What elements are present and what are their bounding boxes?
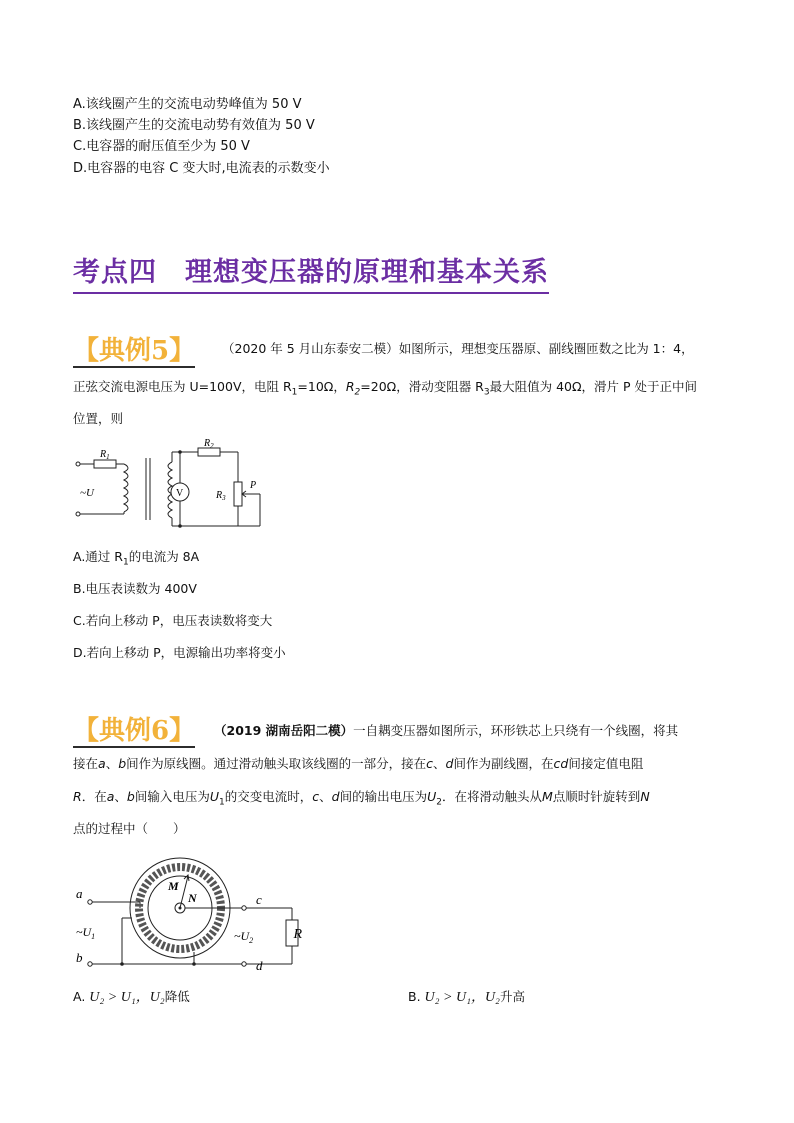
text2d: 最大阻值为 40Ω，滑片 P 处于正中间 — [489, 379, 698, 394]
e6-l2h: d — [445, 756, 454, 771]
opt-a2: 的电流为 8A — [128, 549, 200, 564]
e6-l3c: a — [106, 789, 115, 804]
e6-l2j: cd — [553, 756, 569, 771]
r3-label: $R_3$ — [216, 490, 226, 502]
example6-option-a — [73, 988, 190, 1007]
e6-l3l: d — [331, 789, 340, 804]
e6-l2c: 、 — [105, 756, 119, 771]
r2-label: $R_2$ — [204, 438, 214, 450]
terminal-b: b — [76, 950, 83, 965]
terminal-a: a — [76, 886, 83, 901]
u2-label: $\sim U_2$ — [234, 929, 254, 945]
e6-l2b: a — [98, 756, 106, 771]
e6-l3o: 2 — [436, 797, 442, 808]
transformer-circuit-diagram — [70, 438, 280, 528]
e6-l3d: 、 — [114, 789, 127, 804]
e6-opt-b-tail: 升高 — [499, 989, 525, 1004]
example6-badge: 【典例6】 — [73, 716, 196, 746]
example6-source: （2019 湖南岳阳二模） — [214, 723, 354, 738]
e6-l3a: R — [73, 789, 82, 804]
e6-l1: 一自耦变压器如图所示，环形铁芯上只绕有一个线圈，将其 — [353, 723, 679, 738]
example5-line2: 正弦交流电源电压为 U=100V，电阻 $R_1=10\Omega$，$R_2=20\Omega$，滑动变阻器 $R_3$最大阻值为 40Ω，滑片 P 处于正中间 — [73, 379, 698, 398]
example5-source: （2020 年 5 月山东泰安二模） — [222, 341, 399, 356]
e6-l2i: 间作为副线圈，在 — [453, 756, 554, 771]
e6-l3i: 的交变电流时， — [224, 789, 313, 804]
e6-l3s: N — [640, 789, 650, 804]
p-label: P — [250, 480, 257, 491]
example5-line1 — [222, 340, 794, 358]
option-a: A.该线圈产生的交流电动势峰值为 50 V — [73, 97, 302, 112]
option-d: D.电容器的电容 C 变大时,电流表的示数变小 — [73, 161, 330, 176]
e6-l3b: ．在 — [81, 789, 107, 804]
terminal-c: c — [256, 892, 262, 907]
e6-l2g: 、 — [433, 756, 446, 771]
e6-l3g: U — [209, 789, 219, 804]
r1-label: $R_1$ — [100, 449, 110, 461]
example5-option-a: A.通过 $R_1$的电流为 8A — [73, 549, 200, 568]
point-m: M — [168, 879, 179, 893]
e6-l3r: 点顺时针旋转到 — [552, 789, 641, 804]
example5-option-d: D.若向上移动 P，电源输出功率将变小 — [73, 645, 286, 660]
e6-l3q: M — [542, 789, 553, 804]
example6-option-b — [408, 988, 525, 1007]
e6-l3m: 间的输出电压为 — [339, 789, 428, 804]
e6-l3h: 1 — [219, 797, 225, 808]
e6-l2a: 接在 — [73, 756, 99, 771]
e6-opt-b-label: B. — [408, 989, 421, 1004]
text2c: =20Ω，滑动变阻器 R — [360, 379, 484, 394]
voltmeter-label: V — [176, 488, 184, 499]
example6-line2 — [73, 755, 643, 773]
e6-l2k: 间接定值电阻 — [568, 756, 644, 771]
example6-line4: 点的过程中（ ） — [73, 821, 186, 836]
e6-opt-a-tail: 降低 — [164, 989, 190, 1004]
terminal-d: d — [256, 958, 263, 973]
example5-line3: 位置，则 — [73, 411, 124, 426]
e6-l3p: ．在将滑动触头从 — [441, 789, 542, 804]
example5-option-b: B.电压表读数为 400V — [73, 581, 197, 596]
example5-badge: 【典例5】 — [73, 336, 196, 366]
text2a: 正弦交流电源电压为 U=100V，电阻 R — [73, 379, 292, 394]
u1-label: $\sim U_1$ — [76, 925, 96, 941]
opt-a1: A.通过 R — [73, 549, 123, 564]
e6-l3k: 、 — [319, 789, 332, 804]
example5-text1: 如图所示，理想变压器原、副线圈匝数之比为 1：4， — [398, 341, 694, 356]
example6-line3 — [73, 788, 650, 812]
e6-l2f: c — [426, 756, 434, 771]
e6-opt-a-expr: U₂ > U₁，U₂ — [89, 990, 165, 1005]
e6-l2e: 间作为原线圈。通过滑动触头取该线圈的一部分，接在 — [126, 756, 427, 771]
text2b: =10Ω， — [297, 379, 346, 394]
e6-l3e: b — [126, 789, 135, 804]
resistor-r-label: R — [293, 927, 302, 942]
option-c: C.电容器的耐压值至少为 50 V — [73, 139, 250, 154]
section-title: 考点四 理想变压器的原理和基本关系 — [73, 250, 549, 294]
option-b: B.该线圈产生的交流电动势有效值为 50 V — [73, 118, 315, 133]
e6-l3f: 间输入电压为 — [134, 789, 210, 804]
u-label: ~U — [80, 487, 94, 499]
e6-l3j: c — [312, 789, 320, 804]
e6-opt-b-expr: U₂ > U₁，U₂ — [424, 990, 500, 1005]
autotransformer-diagram — [70, 848, 310, 978]
e6-opt-a-label: A. — [73, 989, 86, 1004]
e6-l2d: b — [118, 756, 127, 771]
example6-line1 — [214, 722, 678, 740]
example5-option-c: C.若向上移动 P，电压表读数将变大 — [73, 613, 273, 628]
point-n: N — [188, 891, 197, 905]
e6-l3n: U — [427, 789, 437, 804]
